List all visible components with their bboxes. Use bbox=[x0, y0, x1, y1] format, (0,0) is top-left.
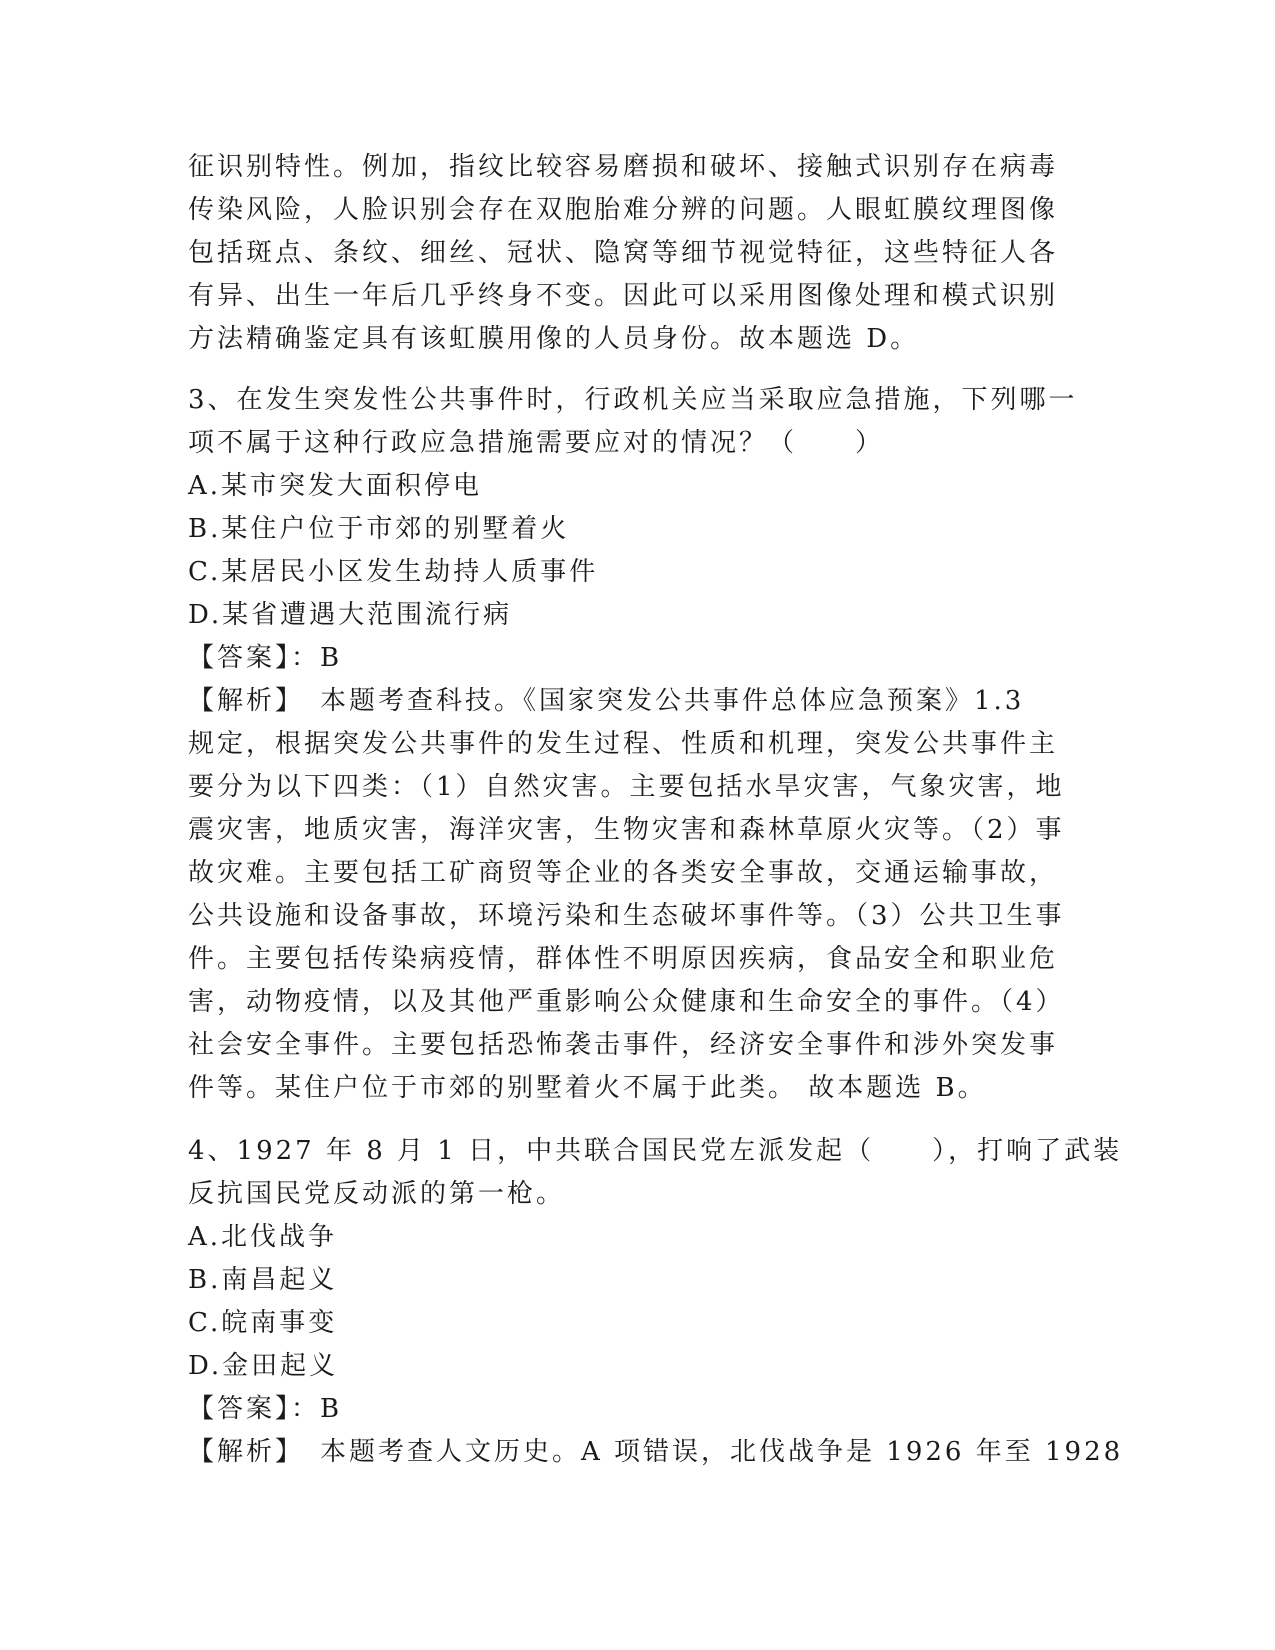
option-b: B.某住户位于市郊的别墅着火 bbox=[188, 514, 570, 544]
explanation-line: 害，动物疫情，以及其他严重影响公众健康和生命安全的事件。（4） bbox=[188, 987, 1065, 1017]
question-3 bbox=[188, 379, 1088, 1110]
option-c: C.皖南事变 bbox=[188, 1308, 338, 1338]
explanation-line: 公共设施和设备事故，环境污染和生态破坏事件等。（3）公共卫生事 bbox=[188, 901, 1065, 931]
explanation-line: 要分为以下四类：（1）自然灾害。主要包括水旱灾害，气象灾害，地 bbox=[188, 772, 1065, 802]
text-line: 征识别特性。例加，指纹比较容易磨损和破坏、接触式识别存在病毒 bbox=[188, 152, 1059, 182]
question-4-text: 4、1927 年 8 月 1 日，中共联合国民党左派发起（ ），打响了武装 bbox=[188, 1136, 1123, 1166]
text-line: 包括斑点、条纹、细丝、冠状、隐窝等细节视觉特征，这些特征人各 bbox=[188, 238, 1059, 268]
explanation-line: 件。主要包括传染病疫情，群体性不明原因疾病，食品安全和职业危 bbox=[188, 944, 1059, 974]
option-d: D.金田起义 bbox=[188, 1351, 339, 1381]
answer: 【答案】：B bbox=[188, 643, 343, 673]
explanation-line: 规定，根据突发公共事件的发生过程、性质和机理，突发公共事件主 bbox=[188, 729, 1059, 759]
text-line: 有异、出生一年后几乎终身不变。因此可以采用图像处理和模式识别 bbox=[188, 281, 1059, 311]
explanation-line: 故灾难。主要包括工矿商贸等企业的各类安全事故，交通运输事故， bbox=[188, 858, 1059, 888]
option-a: A.某市突发大面积停电 bbox=[188, 471, 483, 501]
explanation-line: 件等。某住户位于市郊的别墅着火不属于此类。 故本题选 B。 bbox=[188, 1073, 987, 1103]
option-c: C.某居民小区发生劫持人质事件 bbox=[188, 557, 599, 587]
q2-explanation-tail bbox=[188, 146, 1088, 361]
text-line: 方法精确鉴定具有该虹膜用像的人员身份。故本题选 D。 bbox=[188, 324, 920, 354]
question-3-text: 项不属于这种行政应急措施需要应对的情况？（ ） bbox=[188, 428, 885, 458]
option-d: D.某省遭遇大范围流行病 bbox=[188, 600, 513, 630]
option-a: A.北伐战争 bbox=[188, 1222, 338, 1252]
option-b: B.南昌起义 bbox=[188, 1265, 338, 1295]
question-4 bbox=[188, 1130, 1124, 1474]
question-3-text: 3、在发生突发性公共事件时，行政机关应当采取应急措施，下列哪一 bbox=[188, 385, 1078, 415]
answer: 【答案】：B bbox=[188, 1394, 343, 1424]
explanation-line: 【解析】 本题考查科技。《国家突发公共事件总体应急预案》1.3 bbox=[188, 686, 1025, 716]
question-4-text: 反抗国民党反动派的第一枪。 bbox=[188, 1179, 566, 1209]
explanation-line: 震灾害，地质灾害，海洋灾害，生物灾害和森林草原火灾等。（2）事 bbox=[188, 815, 1065, 845]
explanation-line: 【解析】 本题考查人文历史。A 项错误，北伐战争是 1926 年至 1928 bbox=[188, 1437, 1124, 1467]
document-page bbox=[188, 146, 1124, 1474]
explanation-line: 社会安全事件。主要包括恐怖袭击事件，经济安全事件和涉外突发事 bbox=[188, 1030, 1059, 1060]
text-line: 传染风险，人脸识别会存在双胞胎难分辨的问题。人眼虹膜纹理图像 bbox=[188, 195, 1059, 225]
